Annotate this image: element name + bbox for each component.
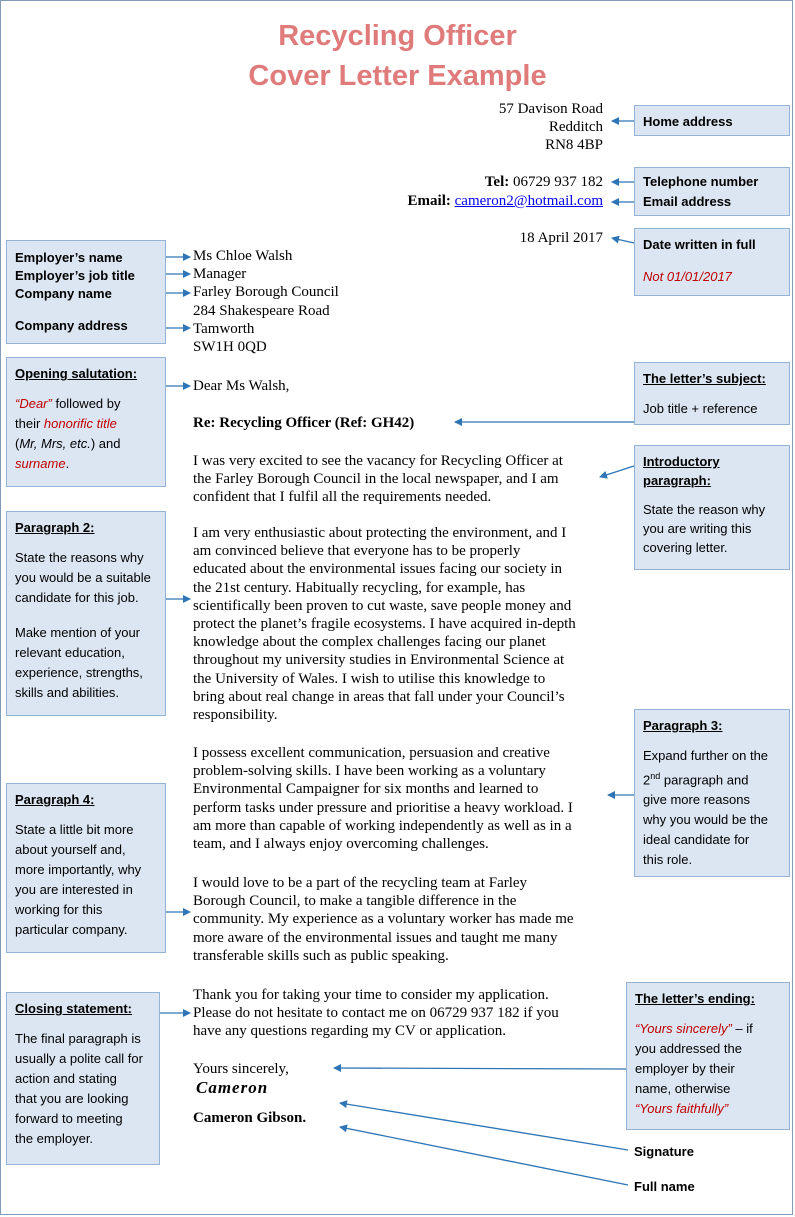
text-line: Environmental Campaigner for six months and learned to bbox=[193, 781, 539, 798]
note-text: State a little bit more bbox=[15, 822, 134, 837]
note-text: Expand further on the bbox=[643, 748, 769, 763]
note-heading: paragraph: bbox=[643, 473, 711, 488]
note-heading: Opening salutation: bbox=[15, 366, 138, 381]
full-name: Cameron Gibson. bbox=[193, 1110, 307, 1126]
note-text: you are interested in bbox=[15, 882, 133, 897]
note-fragment: “Yours sincerely” bbox=[635, 1021, 732, 1036]
note-text: you addressed the bbox=[635, 1041, 742, 1056]
note-fragment: Mr, Mrs, etc. bbox=[19, 436, 91, 451]
text-line: the University of Wales. I wish to utilise this knowledge to bbox=[193, 670, 546, 687]
note-text: Employer’s job title bbox=[15, 268, 135, 283]
text-line: confident that I fulfil all the requirements needed. bbox=[193, 489, 492, 506]
arrow-date bbox=[612, 238, 634, 243]
text-line: more aware of the environmental issues and taught me many bbox=[193, 929, 558, 946]
text-line: protect the planet’s fragile ecosystems. I have acquired in-depth bbox=[193, 616, 576, 633]
note-text: forward to meeting bbox=[15, 1111, 123, 1126]
note-fragment: ( bbox=[15, 436, 20, 451]
text-line: I was very excited to see the vacancy for Recycling Officer at bbox=[193, 453, 563, 469]
email-link[interactable]: cameron2@hotmail.com bbox=[454, 193, 603, 209]
note-text: Home address bbox=[643, 114, 733, 129]
note-text: particular company. bbox=[15, 922, 128, 937]
note-heading: Paragraph 4: bbox=[15, 792, 95, 807]
text-line: team, and I always enjoy overcoming challenges. bbox=[193, 836, 489, 853]
note-text: name, otherwise bbox=[635, 1081, 731, 1096]
note-text: working for this bbox=[15, 902, 103, 917]
text-line: I possess excellent communication, persuasion and creative bbox=[193, 745, 550, 761]
note-fragment: their bbox=[15, 416, 44, 431]
note-text: more importantly, why bbox=[15, 862, 142, 877]
note-fragment: followed by bbox=[51, 396, 121, 411]
tel-label: Tel: bbox=[484, 174, 510, 190]
note-text: you are writing this bbox=[643, 521, 752, 536]
note-text: Email address bbox=[643, 194, 732, 209]
note-text: this role. bbox=[643, 852, 693, 868]
note-fragment: honorific title bbox=[43, 416, 117, 431]
arrow-full-name bbox=[340, 1127, 628, 1185]
text-line: community. My experience as a voluntary worker has made me bbox=[193, 911, 574, 928]
note-text: Make mention of your bbox=[15, 625, 141, 640]
recipient-line: Tamworth bbox=[193, 320, 255, 337]
note-text: you would be a suitable bbox=[15, 570, 151, 585]
note-fragment: ) and bbox=[90, 436, 121, 451]
email-label: Email: bbox=[407, 193, 451, 209]
signature: Cameron bbox=[196, 1078, 269, 1097]
text-line: the 21st century. Habitually recycling, for example, has bbox=[193, 579, 526, 596]
note-heading: The letter’s ending: bbox=[635, 991, 755, 1006]
note-fragment: surname bbox=[15, 456, 66, 471]
address-line: Redditch bbox=[548, 119, 603, 136]
note-text: usually a polite call for bbox=[15, 1051, 143, 1066]
note-text: that you are looking bbox=[15, 1091, 129, 1106]
text-line: perform tasks under pressure and prioritise a heavy workload. I bbox=[193, 799, 573, 816]
text-line: I am very enthusiastic about protecting the environment, and I bbox=[193, 525, 567, 541]
text-line: have any questions regarding my CV or application. bbox=[193, 1023, 506, 1040]
text-line: educated about the environmental issues facing our society in bbox=[193, 561, 563, 578]
recipient-line: Farley Borough Council bbox=[193, 284, 339, 301]
salutation: Dear Ms Walsh, bbox=[193, 378, 290, 394]
text-line: I would love to be a part of the recycling team at Farley bbox=[193, 875, 528, 891]
note-fragment: – if bbox=[731, 1021, 753, 1036]
note-text: relevant education, bbox=[15, 645, 125, 660]
note-heading: Closing statement: bbox=[15, 1001, 133, 1016]
text-line: throughout my university studies in Environmental Science at bbox=[193, 652, 565, 669]
page-subtitle: Cover Letter Example bbox=[248, 60, 547, 92]
text-line: Thank you for taking your time to consider my application. bbox=[193, 987, 549, 1003]
note-fragment: “Dear” bbox=[15, 396, 52, 411]
arrow-intro bbox=[600, 466, 634, 477]
note-text: Company address bbox=[15, 318, 128, 333]
text-line: Please do not hesitate to contact me on 06729 937 182 if you bbox=[193, 1005, 559, 1022]
complimentary-close: Yours sincerely, bbox=[193, 1061, 289, 1077]
note-text: State the reasons why bbox=[15, 550, 144, 565]
text-line: the Farley Borough Council in the local newspaper, and I am bbox=[193, 471, 559, 488]
note-text: Telephone number bbox=[643, 174, 759, 189]
note-text: the employer. bbox=[15, 1131, 94, 1146]
text-line: knowledge about the complex challenges facing our planet bbox=[193, 634, 546, 651]
address-line: RN8 4BP bbox=[545, 137, 603, 154]
note-text: employer by their bbox=[635, 1061, 735, 1076]
recipient-line: 284 Shakespeare Road bbox=[193, 302, 330, 319]
note-text: State the reason why bbox=[643, 502, 766, 517]
note-text: give more reasons bbox=[643, 792, 750, 808]
text-line: am more than capable of working independently as well as in a bbox=[193, 817, 572, 834]
note-fragment: paragraph and bbox=[660, 772, 749, 788]
text-line: am convinced believe that everyone has to be properly bbox=[193, 543, 521, 560]
note-text: experience, strengths, bbox=[15, 665, 143, 680]
note-heading: Paragraph 3: bbox=[643, 718, 723, 733]
note-signature: Signature bbox=[634, 1144, 694, 1159]
note-heading: Date written in full bbox=[643, 237, 756, 252]
text-line: responsibility. bbox=[193, 707, 278, 724]
note-text: action and stating bbox=[15, 1071, 117, 1086]
note-text: The final paragraph is bbox=[15, 1031, 141, 1046]
note-heading: The letter’s subject: bbox=[643, 371, 766, 386]
note-warning: Not 01/01/2017 bbox=[643, 269, 732, 284]
note-text: Company name bbox=[15, 286, 112, 301]
page-title: Recycling Officer bbox=[278, 20, 517, 52]
note-heading: Paragraph 2: bbox=[15, 520, 95, 535]
note-fragment: 2 bbox=[643, 772, 651, 788]
arrow-yours-sincerely bbox=[334, 1068, 626, 1069]
tel-value: 06729 937 182 bbox=[513, 174, 603, 190]
note-text: skills and abilities. bbox=[15, 685, 120, 700]
note-heading: Introductory bbox=[643, 454, 720, 469]
text-line: transferable skills such as public speaking. bbox=[193, 947, 449, 964]
text-line: problem-solving skills. I have been working as a voluntary bbox=[193, 763, 546, 780]
note-text: Employer’s name bbox=[15, 250, 123, 265]
note-text: candidate for this job. bbox=[15, 590, 139, 605]
note-fragment: . bbox=[65, 456, 70, 471]
text-line: scientifically been proven to cut waste, save people money and bbox=[193, 597, 572, 614]
note-full-name: Full name bbox=[634, 1179, 695, 1194]
note-text: ideal candidate for bbox=[643, 832, 750, 848]
note-fragment: nd bbox=[650, 771, 661, 781]
arrow-signature bbox=[340, 1103, 628, 1150]
text-line: Borough Council, to make a tangible difference in the bbox=[193, 893, 517, 910]
recipient-line: SW1H 0QD bbox=[193, 339, 267, 356]
note-text: Job title + reference bbox=[643, 401, 758, 416]
note-text: about yourself and, bbox=[15, 842, 126, 857]
note-text: covering letter. bbox=[643, 540, 728, 555]
text-line: bring about real change in areas that fall under your Council’s bbox=[193, 688, 565, 705]
address-line: 57 Davison Road bbox=[498, 101, 603, 117]
recipient-line: Ms Chloe Walsh bbox=[193, 248, 293, 264]
letter-subject: Re: Recycling Officer (Ref: GH42) bbox=[193, 415, 415, 431]
letter-date: 18 April 2017 bbox=[519, 230, 603, 246]
recipient-line: Manager bbox=[193, 266, 247, 283]
note-text: “Yours faithfully” bbox=[635, 1101, 729, 1116]
note-text: why you would be the bbox=[643, 812, 769, 828]
